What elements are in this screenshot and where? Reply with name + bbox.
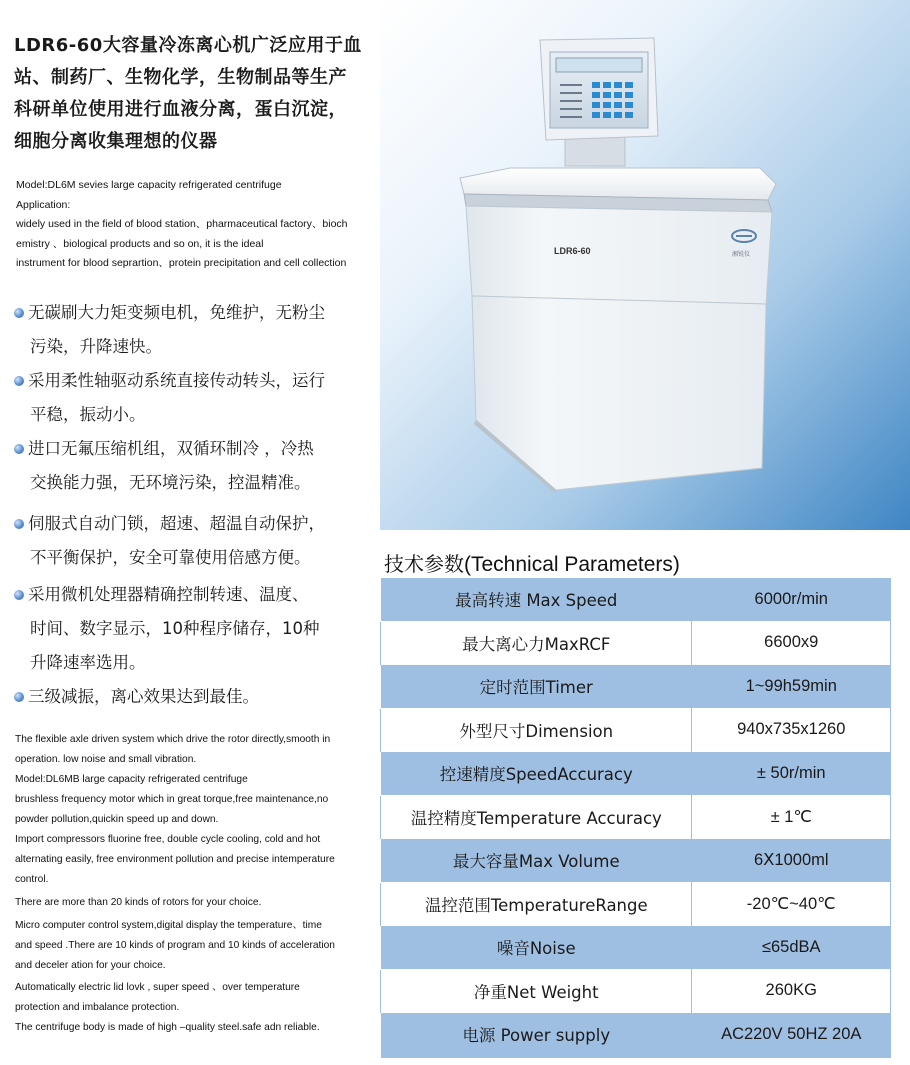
feature-item [14, 680, 382, 714]
bullet-dot-icon [14, 308, 24, 318]
english-feature-line: protection and imbalance protection. [15, 1002, 180, 1013]
title-line: 科研单位使用进行血液分离，蛋白沉淀， [14, 99, 347, 120]
table-row [381, 665, 891, 709]
english-feature-line: brushless frequency motor which in great torque,free maintenance,no [15, 794, 329, 805]
feature-text: 进口无氟压缩机组，双循环制冷 ，冷热 [28, 439, 314, 458]
feature-text: 无碳刷大力矩变频电机，免维护，无粉尘 [28, 303, 325, 322]
bullet-dot-icon [14, 519, 24, 529]
feature-item [14, 364, 382, 432]
intro-line: instrument for blood seprartion、protein precipitation and cell collection [16, 257, 347, 269]
feature-item [14, 432, 382, 500]
english-intro [16, 176, 376, 274]
table-row [381, 795, 891, 839]
title-line: LDR6-60大容量冷冻离心机广泛应用于血 [14, 35, 362, 56]
table-row [381, 1013, 891, 1057]
intro-line: widely used in the field of blood station、pharmaceutical factory、bioch [16, 218, 348, 230]
feature-list [14, 296, 382, 714]
table-row [381, 882, 891, 926]
param-name: 最大容量Max Volume [381, 839, 692, 883]
param-value: 1~99h59min [692, 665, 891, 709]
english-feature-line: alternating easily, free environment pollution and precise intemperature [15, 854, 335, 865]
param-value: 260KG [692, 969, 891, 1013]
feature-text: 伺服式自动门锁，超速、超温自动保护， [28, 514, 325, 533]
param-value: 6600x9 [692, 621, 891, 665]
param-name: 最大离心力MaxRCF [381, 621, 692, 665]
param-value: ± 1℃ [692, 795, 891, 839]
table-row [381, 578, 891, 622]
model-label: LDR6-60 [554, 246, 591, 256]
bullet-dot-icon [14, 376, 24, 386]
params-heading-cn: 技术参数 [384, 552, 464, 576]
feature-text: 升降速率选用。 [30, 653, 146, 672]
param-name: 电源 Power supply [381, 1013, 692, 1057]
title-line: 细胞分离收集理想的仪器 [14, 131, 218, 152]
param-name: 外型尺寸Dimension [381, 708, 692, 752]
param-value: -20℃~40℃ [692, 882, 891, 926]
product-hero [380, 0, 910, 530]
centrifuge-illustration [380, 0, 910, 530]
english-feature-line: There are more than 20 kinds of rotors for your choice. [15, 897, 262, 908]
table-row [381, 926, 891, 970]
feature-text: 平稳，振动小。 [30, 405, 146, 424]
bullet-dot-icon [14, 590, 24, 600]
product-title [14, 30, 382, 158]
param-value: 6000r/min [692, 578, 891, 622]
title-line: 站、制药厂、生物化学，生物制品等生产 [14, 67, 347, 88]
brand-logo-text: 湘锐仪 [732, 251, 751, 258]
param-value: ≤65dBA [692, 926, 891, 970]
table-row [381, 621, 891, 665]
feature-item [14, 507, 382, 575]
feature-text: 交换能力强，无环境污染，控温精准。 [30, 473, 311, 492]
param-name: 定时范围Timer [381, 665, 692, 709]
param-name: 净重Net Weight [381, 969, 692, 1013]
param-value: AC220V 50HZ 20A [692, 1013, 891, 1057]
feature-text: 采用微机处理器精确控制转速、温度、 [28, 585, 309, 604]
bullet-dot-icon [14, 444, 24, 454]
feature-item [14, 578, 382, 680]
param-name: 最高转速 Max Speed [381, 578, 692, 622]
english-feature-line: Automatically electric lid lovk , super speed 、over temperature [15, 982, 300, 993]
params-heading [384, 548, 680, 577]
english-feature-line: The flexible axle driven system which drive the rotor directly,smooth in [15, 734, 331, 745]
table-row [381, 708, 891, 752]
english-feature-line: operation. low noise and small vibration. [15, 754, 197, 765]
feature-text: 污染，升降速快。 [30, 337, 162, 356]
param-value: ± 50r/min [692, 752, 891, 796]
english-feature-line: and speed .There are 10 kinds of program and 10 kinds of acceleration [15, 940, 335, 951]
params-heading-en: (Technical Parameters) [464, 553, 680, 576]
english-feature-line: powder pollution,quickin speed up and down. [15, 814, 219, 825]
param-name: 温控范围TemperatureRange [381, 882, 692, 926]
param-value: 6Ⅹ1000ml [692, 839, 891, 883]
feature-text: 不平衡保护，安全可靠使用倍感方便。 [30, 548, 311, 567]
feature-text: 时间、数字显示，10种程序储存，10种 [30, 619, 320, 638]
centrifuge-body-upper [466, 206, 772, 304]
lcd-display [556, 58, 642, 72]
english-features [15, 730, 375, 1038]
params-table [380, 577, 891, 1058]
bullet-dot-icon [14, 692, 24, 702]
english-feature-line: control. [15, 874, 49, 885]
feature-text: 采用柔性轴驱动系统直接传动转头，运行 [28, 371, 325, 390]
intro-line: emistry 、biological products and so on, it is the ideal [16, 237, 264, 250]
param-name: 温控精度Temperature Accuracy [381, 795, 692, 839]
english-feature-line: Micro computer control system,digital display the temperature、time [15, 920, 322, 931]
feature-item [14, 296, 382, 364]
english-feature-line: The centrifuge body is made of high –quality steel.safe adn reliable. [15, 1022, 320, 1033]
intro-line: Application: [16, 198, 71, 211]
feature-text: 三级减振，离心效果达到最佳。 [28, 687, 259, 706]
english-feature-line: Import compressors fluorine free, double cycle cooling, cold and hot [15, 834, 321, 845]
param-name: 控速精度SpeedAccuracy [381, 752, 692, 796]
table-row [381, 752, 891, 796]
centrifuge-body-lower [472, 296, 766, 490]
param-name: 噪音Noise [381, 926, 692, 970]
intro-line: Model:DL6M sevies large capacity refrigerated centrifuge [16, 179, 282, 191]
table-row [381, 969, 891, 1013]
english-feature-line: and deceler ation for your choice. [15, 960, 166, 971]
param-value: 940x735x1260 [692, 708, 891, 752]
english-feature-line: Model:DL6MB large capacity refrigerated centrifuge [15, 774, 248, 785]
table-row [381, 839, 891, 883]
